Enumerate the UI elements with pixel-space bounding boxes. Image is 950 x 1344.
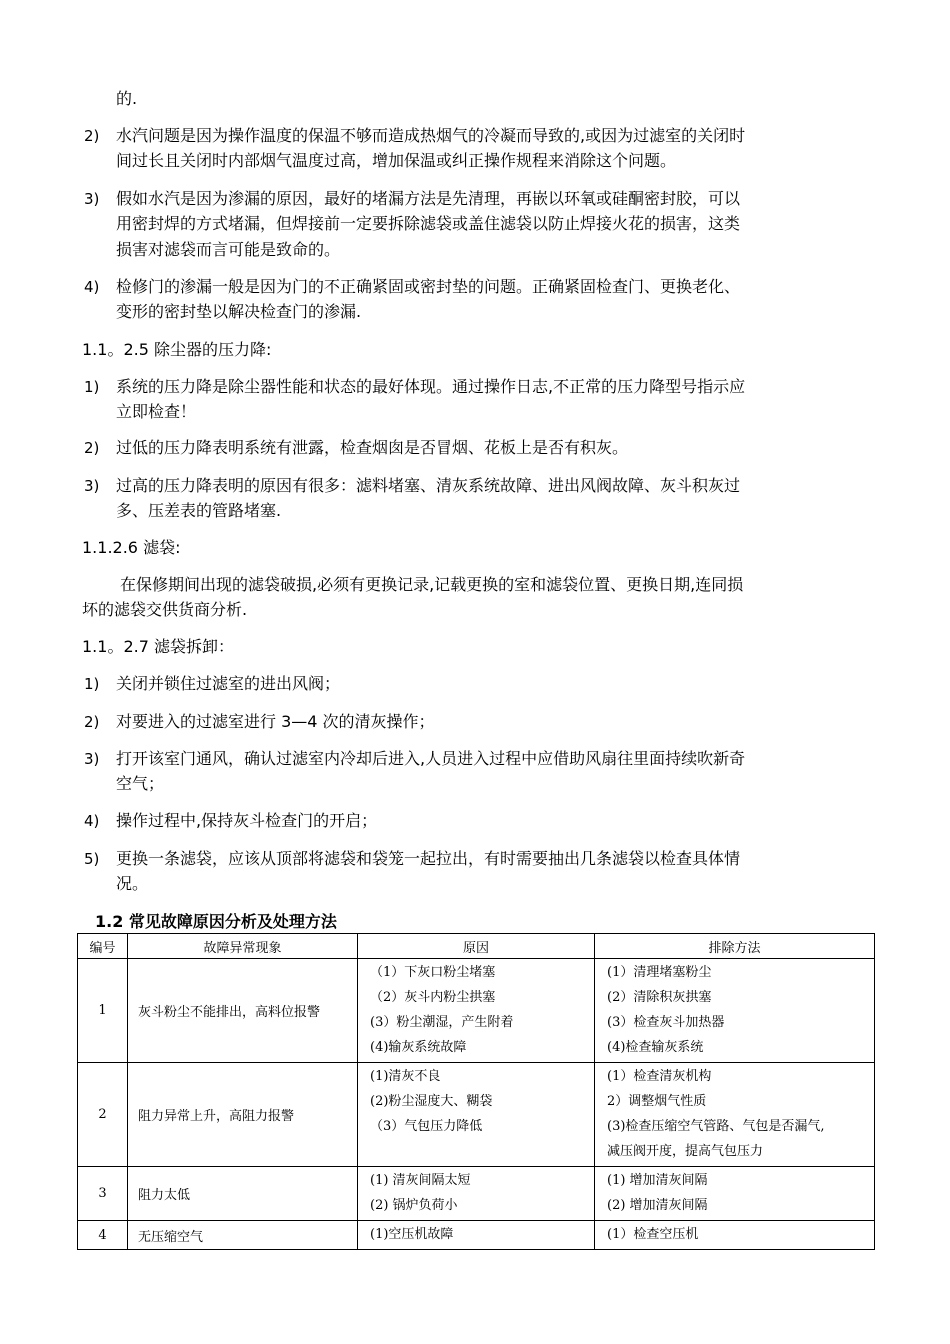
cause-cell <box>358 959 595 1063</box>
table-row <box>78 1063 875 1167</box>
cause-line: (1) 清灰间隔太短 <box>370 1173 471 1188</box>
list-text: 变形的密封垫以解决检查门的渗漏. <box>116 302 362 321</box>
remedy-line: (1）检查空压机 <box>607 1227 699 1242</box>
list-text: 间过长且关闭时内部烟气温度过高，增加保温或纠正操作规程来消除这个问题。 <box>116 151 677 170</box>
list-text: 空气； <box>116 774 165 793</box>
fault-symptom: 灰斗粉尘不能排出，高料位报警 <box>128 959 358 1063</box>
intro-tail: 的. <box>116 89 138 108</box>
cause-line: (2)粉尘湿度大、糊袋 <box>370 1094 493 1109</box>
list-text: 对要进入的过滤室进行 3—4 次的清灰操作； <box>116 712 435 731</box>
list-number: 2) <box>84 127 100 145</box>
cause-cell <box>358 1221 595 1250</box>
fault-symptom: 阻力异常上升，高阻力报警 <box>128 1063 358 1167</box>
remedy-line: (3)检查压缩空气管路、气包是否漏气, <box>607 1119 825 1134</box>
fault-symptom: 无压缩空气 <box>128 1221 358 1250</box>
list-number: 3) <box>84 477 100 495</box>
list-text: 打开该室门通风，确认过滤室内冷却后进入,人员进入过程中应借助风扇往里面持续吹新奇 <box>116 749 746 768</box>
fault-table <box>77 933 875 1250</box>
remedy-line: (1）检查清灰机构 <box>607 1069 712 1084</box>
list-number: 3) <box>84 750 100 768</box>
remedy-line: (2）清除积灰拱塞 <box>607 990 712 1005</box>
remedy-cell <box>595 1221 875 1250</box>
cause-line: （2）灰斗内粉尘拱塞 <box>370 990 496 1005</box>
remedy-line: (3）检查灰斗加热器 <box>607 1015 725 1030</box>
subsection-heading: 1.1.2.6 滤袋: <box>82 538 181 557</box>
table-header-row <box>78 934 875 959</box>
section-title: 1.2 常见故障原因分析及处理方法 <box>95 912 337 931</box>
list-text: 假如水汽是因为渗漏的原因，最好的堵漏方法是先清理，再嵌以环氧或硅酮密封胶，可以 <box>116 189 741 208</box>
list-text: 关闭并锁住过滤室的进出风阀； <box>116 674 341 693</box>
remedy-cell <box>595 1063 875 1167</box>
cause-line: (3）粉尘潮湿，产生附着 <box>370 1015 514 1030</box>
list-text: 多、压差表的管路堵塞. <box>116 501 282 520</box>
subsection-heading: 1.1。2.5 除尘器的压力降: <box>82 340 272 359</box>
row-number: 1 <box>78 959 128 1063</box>
row-number: 3 <box>78 1167 128 1221</box>
list-text: 过高的压力降表明的原因有很多：滤料堵塞、清灰系统故障、进出风阀故障、灰斗积灰过 <box>116 476 741 495</box>
table-row <box>78 1167 875 1221</box>
list-number: 2) <box>84 439 100 457</box>
fault-symptom: 阻力太低 <box>128 1167 358 1221</box>
list-text: 更换一条滤袋，应该从顶部将滤袋和袋笼一起拉出，有时需要抽出几条滤袋以检查具体情 <box>116 849 741 868</box>
list-number: 5) <box>84 850 100 868</box>
list-number: 3) <box>84 190 100 208</box>
remedy-line: (1) 增加清灰间隔 <box>607 1173 708 1188</box>
cause-line: (2) 锅炉负荷小 <box>370 1198 458 1213</box>
table-row <box>78 959 875 1063</box>
list-number: 4) <box>84 278 100 296</box>
list-number: 2) <box>84 713 100 731</box>
column-header: 排除方法 <box>595 934 875 959</box>
remedy-line: 减压阀开度，提高气包压力 <box>607 1144 764 1159</box>
remedy-line: (1）清理堵塞粉尘 <box>607 965 712 980</box>
cause-cell <box>358 1063 595 1167</box>
list-text: 操作过程中,保持灰斗检查门的开启； <box>116 811 378 830</box>
remedy-cell <box>595 1167 875 1221</box>
cause-cell <box>358 1167 595 1221</box>
list-text: 过低的压力降表明系统有泄露，检查烟囱是否冒烟、花板上是否有积灰。 <box>116 438 629 457</box>
column-header: 故障异常现象 <box>128 934 358 959</box>
column-header: 原因 <box>358 934 595 959</box>
list-text: 况。 <box>116 874 149 893</box>
cause-line: (4)输灰系统故障 <box>370 1040 467 1055</box>
row-number: 2 <box>78 1063 128 1167</box>
paragraph-text: 在保修期间出现的滤袋破损,必须有更换记录,记载更换的室和滤袋位置、更换日期,连同损 <box>120 575 744 594</box>
column-header: 编号 <box>78 934 128 959</box>
remedy-line: 2）调整烟气性质 <box>607 1094 707 1109</box>
list-number: 1) <box>84 378 100 396</box>
list-number: 1) <box>84 675 100 693</box>
remedy-cell <box>595 959 875 1063</box>
remedy-line: (2) 增加清灰间隔 <box>607 1198 708 1213</box>
list-text: 系统的压力降是除尘器性能和状态的最好体现。通过操作日志,不正常的压力降型号指示应 <box>116 377 746 396</box>
row-number: 4 <box>78 1221 128 1250</box>
table-row <box>78 1221 875 1250</box>
cause-line: （1）下灰口粉尘堵塞 <box>370 965 496 980</box>
subsection-heading: 1.1。2.7 滤袋拆卸： <box>82 637 234 656</box>
list-text: 立即检查！ <box>116 402 197 421</box>
list-number: 4) <box>84 812 100 830</box>
list-text: 水汽问题是因为操作温度的保温不够而造成热烟气的冷凝而导致的,或因为过滤室的关闭时 <box>116 126 746 145</box>
remedy-line: (4)检查输灰系统 <box>607 1040 704 1055</box>
list-text: 检修门的渗漏一般是因为门的不正确紧固或密封垫的问题。正确紧固检查门、更换老化、 <box>116 277 741 296</box>
list-text: 用密封焊的方式堵漏，但焊接前一定要拆除滤袋或盖住滤袋以防止焊接火花的损害，这类 <box>116 214 741 233</box>
cause-line: (1)空压机故障 <box>370 1227 454 1242</box>
paragraph-text: 坏的滤袋交供货商分析. <box>82 600 248 619</box>
list-text: 损害对滤袋而言可能是致命的。 <box>116 240 341 259</box>
cause-line: （3）气包压力降低 <box>370 1119 483 1134</box>
cause-line: (1)清灰不良 <box>370 1069 441 1084</box>
